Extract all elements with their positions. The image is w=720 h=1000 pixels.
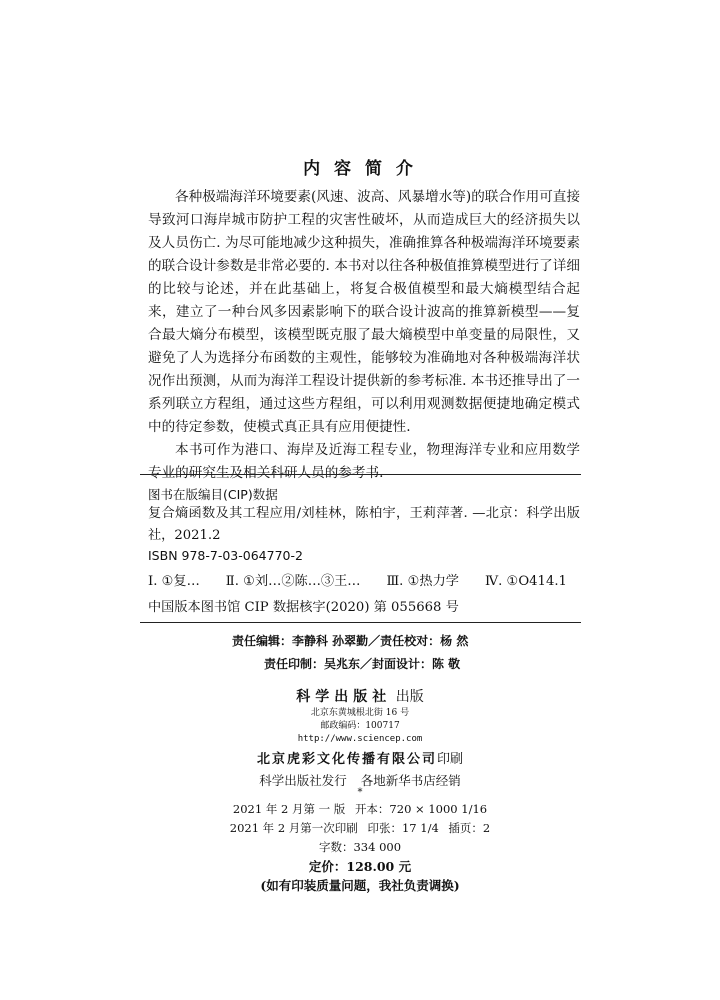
sheets: 印张：17 1/4 <box>367 821 439 835</box>
printing-line <box>0 820 720 836</box>
cip-class-item: Ⅰ. ①复… <box>148 574 200 589</box>
cip-heading: 图书在版编目(CIP)数据 <box>148 487 278 502</box>
printer-line <box>0 748 720 767</box>
cip-top-rule <box>140 474 581 475</box>
intro-paragraph-2: 本书可作为港口、海岸及近海工程专业，物理海洋专业和应用数学专业的研究生及相关科研人员的参考书. <box>148 442 580 481</box>
quality-note: (如有印装质量问题，我社负责调换) <box>260 878 460 893</box>
section-title: 内 容 简 介 <box>303 159 417 179</box>
edition-line <box>0 801 720 817</box>
separator-star: * <box>357 787 363 798</box>
price: 定价：128.00 元 <box>308 859 412 874</box>
distribution-line: 科学出版社发行 各地新华书店经销 <box>259 773 461 788</box>
cip-record-number: 中国版本图书馆 CIP 数据核字(2020) 第 055668 号 <box>148 600 459 615</box>
publisher-address: 北京东黄城根北街 16 号 <box>310 708 410 718</box>
format: 开本：720 × 1000 1/16 <box>354 802 488 816</box>
inserts: 插页：2 <box>448 821 491 835</box>
cip-classification <box>148 571 580 593</box>
printer-suffix: 印刷 <box>437 752 464 767</box>
printing-date: 2021 年 2 月第一次印刷 <box>229 821 358 835</box>
cip-bottom-rule <box>140 622 581 623</box>
edition-date: 2021 年 2 月第 一 版 <box>232 802 346 816</box>
cip-class-item: Ⅲ. ①热力学 <box>386 574 459 589</box>
word-count: 字数：334 000 <box>318 840 402 854</box>
staff-line-1: 责任编辑：李静科 孙翠勤／责任校对：杨 然 <box>232 634 469 648</box>
intro-text <box>148 186 580 485</box>
cip-entry: 复合熵函数及其工程应用/刘桂林，陈柏宇，王莉萍著. —北京：科学出版社，2021.2 <box>148 506 580 543</box>
cip-class-item: Ⅳ. ①O414.1 <box>484 574 567 589</box>
publisher-suffix: 出版 <box>395 689 424 705</box>
staff-line-2: 责任印制：吴兆东／封面设计：陈 敬 <box>264 657 461 671</box>
printer-name: 北京虎彩文化传播有限公司 <box>256 752 437 767</box>
intro-paragraph-1: 各种极端海洋环境要素(风速、波高、风暴增水等)的联合作用可直接导致河口海岸城市防护工程的灾害性破坏，从而造成巨大的经济损失以及人员伤亡. 为尽可能地减少这种损失，准确推算各种极端海洋环境要素的联合设计参数是非常必要的. 本书对以往各种极值推算模型进行了详细的比较与论述，并在此基础上，将复合极值模型和最大熵模型结合起来，建立了一种台风多因素影响下的联合设计波高的推算新模型——复合最大熵分布模型，该模型既克服了最大熵模型中单变量的局限性，又避免了人为选择分布函数的主观性，能够较为准确地对各种极端海洋状况作出预测，从而为海洋工程设计提供新的参考标准. 本书还推导出了一系列联立方程组，通过这些方程组，可以利用观测数据便捷地确定模式中的待定参数，使模式真正具有应用便捷性. <box>148 189 580 435</box>
publisher-name: 科学出版社 <box>296 689 392 705</box>
publisher-url: http://www.sciencep.com <box>297 734 423 744</box>
cip-class-item: Ⅱ. ①刘…②陈…③王… <box>225 574 361 589</box>
publisher-line <box>0 686 720 706</box>
publisher-postcode: 邮政编码：100717 <box>320 721 400 731</box>
cip-isbn: ISBN 978-7-03-064770-2 <box>148 548 303 563</box>
